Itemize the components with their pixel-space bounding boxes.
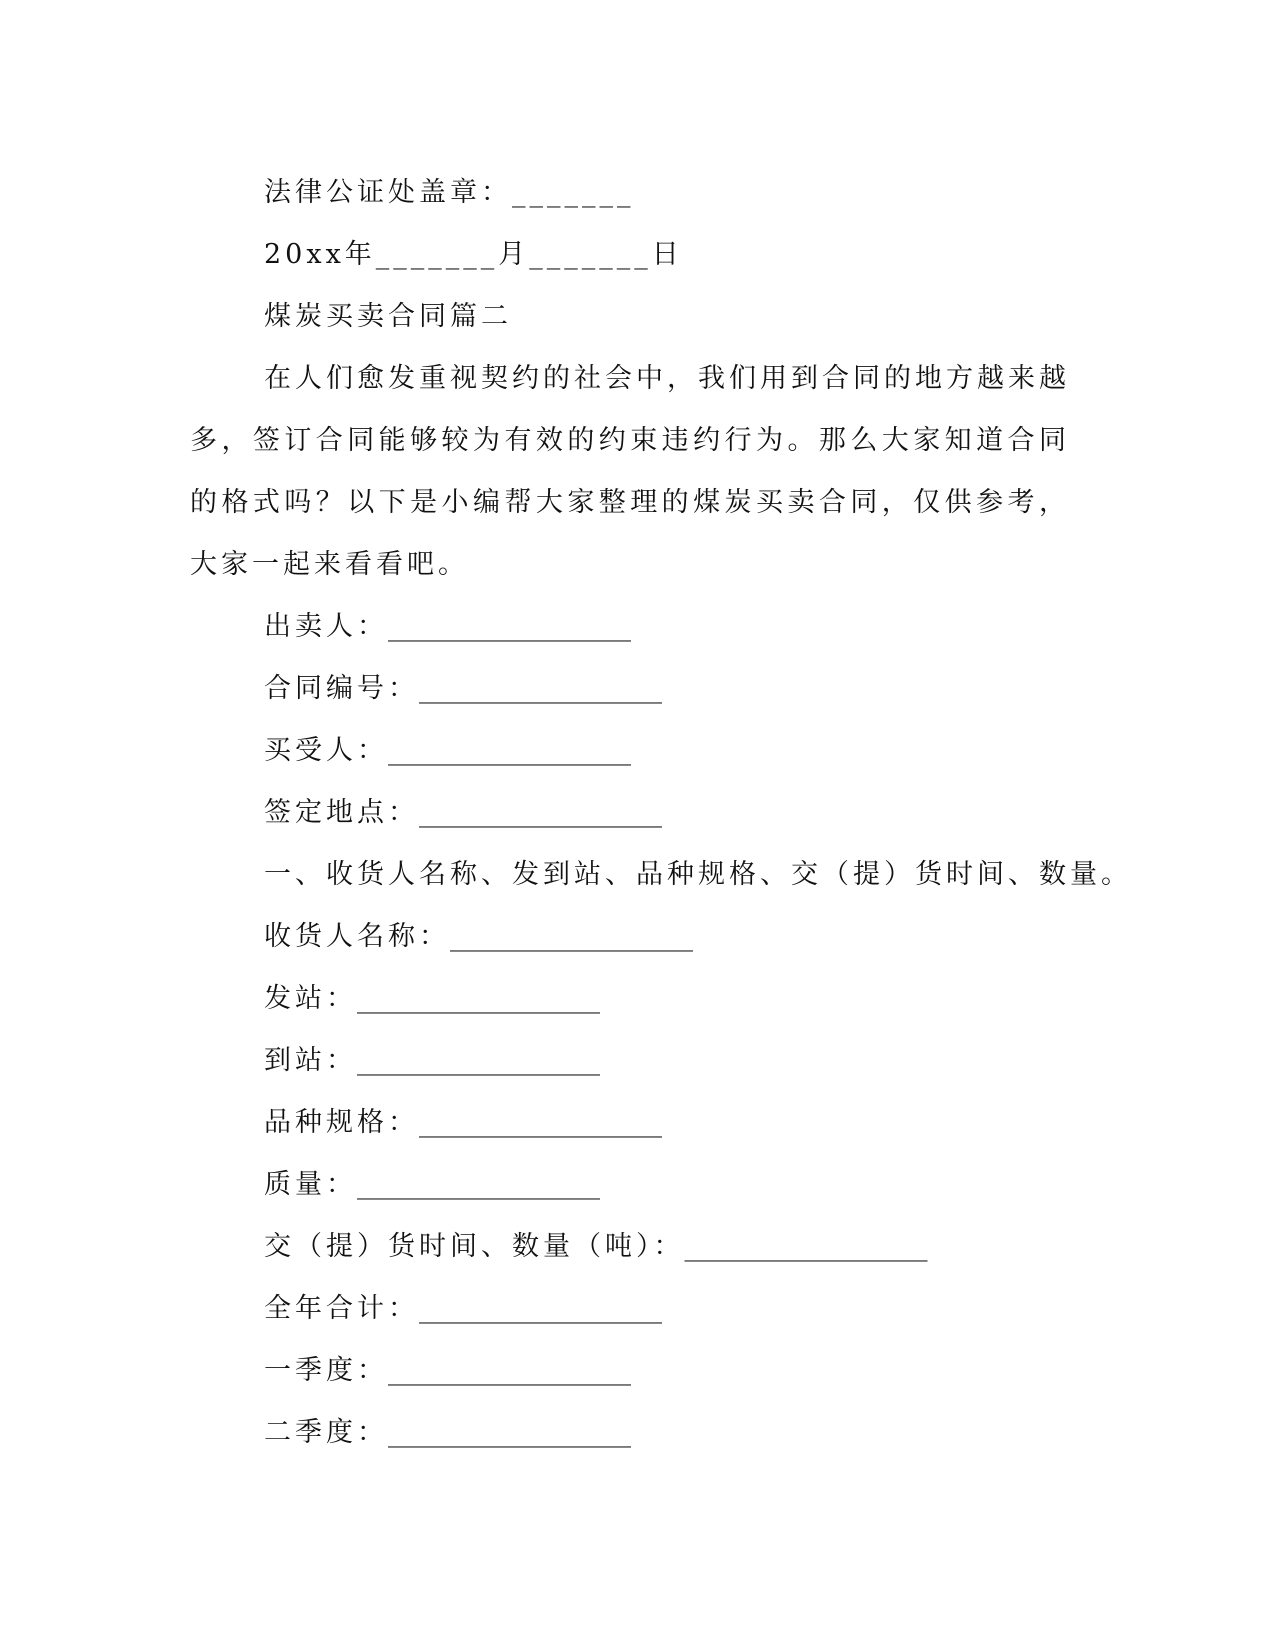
document-body [190,162,1132,1464]
field-label: 交（提）货时间、数量（吨）： [264,1231,685,1262]
field-label: 买受人： [264,735,388,766]
field-label: 一季度： [264,1355,388,1386]
field-label: 合同编号： [264,673,419,704]
field-departure-station [190,968,1070,1030]
field-blank: __________________ [684,1231,928,1262]
intro-paragraph: 在人们愈发重视契约的社会中，我们用到合同的地方越来越多，签订合同能够较为有效的约束违约行为。那么大家知道合同的格式吗？以下是小编帮大家整理的煤炭买卖合同，仅供参考，大家一起来看看吧。 [190,363,1070,580]
field-blank: __________________ [357,983,600,1014]
field-blank: __________________ [388,1355,631,1386]
clause-one: 一、收货人名称、发到站、品种规格、交（提）货时间、数量。 [264,859,1132,890]
date-line: 20xx年_______月_______日 [264,239,683,270]
field-delivery-time-quantity [190,1216,1070,1278]
field-annual-total [190,1278,1070,1340]
field-label: 到站： [264,1045,357,1076]
field-blank: __________________ [388,1417,631,1448]
field-first-quarter [190,1340,1070,1402]
field-blank: __________________ [388,735,631,766]
field-seller [190,596,1070,658]
section-title: 煤炭买卖合同篇二 [264,301,512,332]
field-blank: __________________ [419,673,662,704]
field-arrival-station [190,1030,1070,1092]
field-quality [190,1154,1070,1216]
notary-seal-line: 法律公证处盖章：_______ [264,177,635,208]
field-contract-number [190,658,1070,720]
field-consignee-name [190,906,1070,968]
field-label: 全年合计： [264,1293,419,1324]
field-label: 质量： [264,1169,357,1200]
field-specification [190,1092,1070,1154]
field-blank: __________________ [419,797,662,828]
field-buyer [190,720,1070,782]
field-blank: __________________ [450,921,693,952]
field-label: 出卖人： [264,611,388,642]
field-label: 二季度： [264,1417,388,1448]
field-blank: __________________ [388,611,631,642]
field-blank: __________________ [419,1107,662,1138]
field-blank: __________________ [419,1293,662,1324]
field-label: 收货人名称： [264,921,450,952]
field-label: 发站： [264,983,357,1014]
field-blank: __________________ [357,1169,600,1200]
field-label: 签定地点： [264,797,419,828]
field-label: 品种规格： [264,1107,419,1138]
field-blank: __________________ [357,1045,600,1076]
field-second-quarter [190,1402,1070,1464]
field-signing-place [190,782,1070,844]
